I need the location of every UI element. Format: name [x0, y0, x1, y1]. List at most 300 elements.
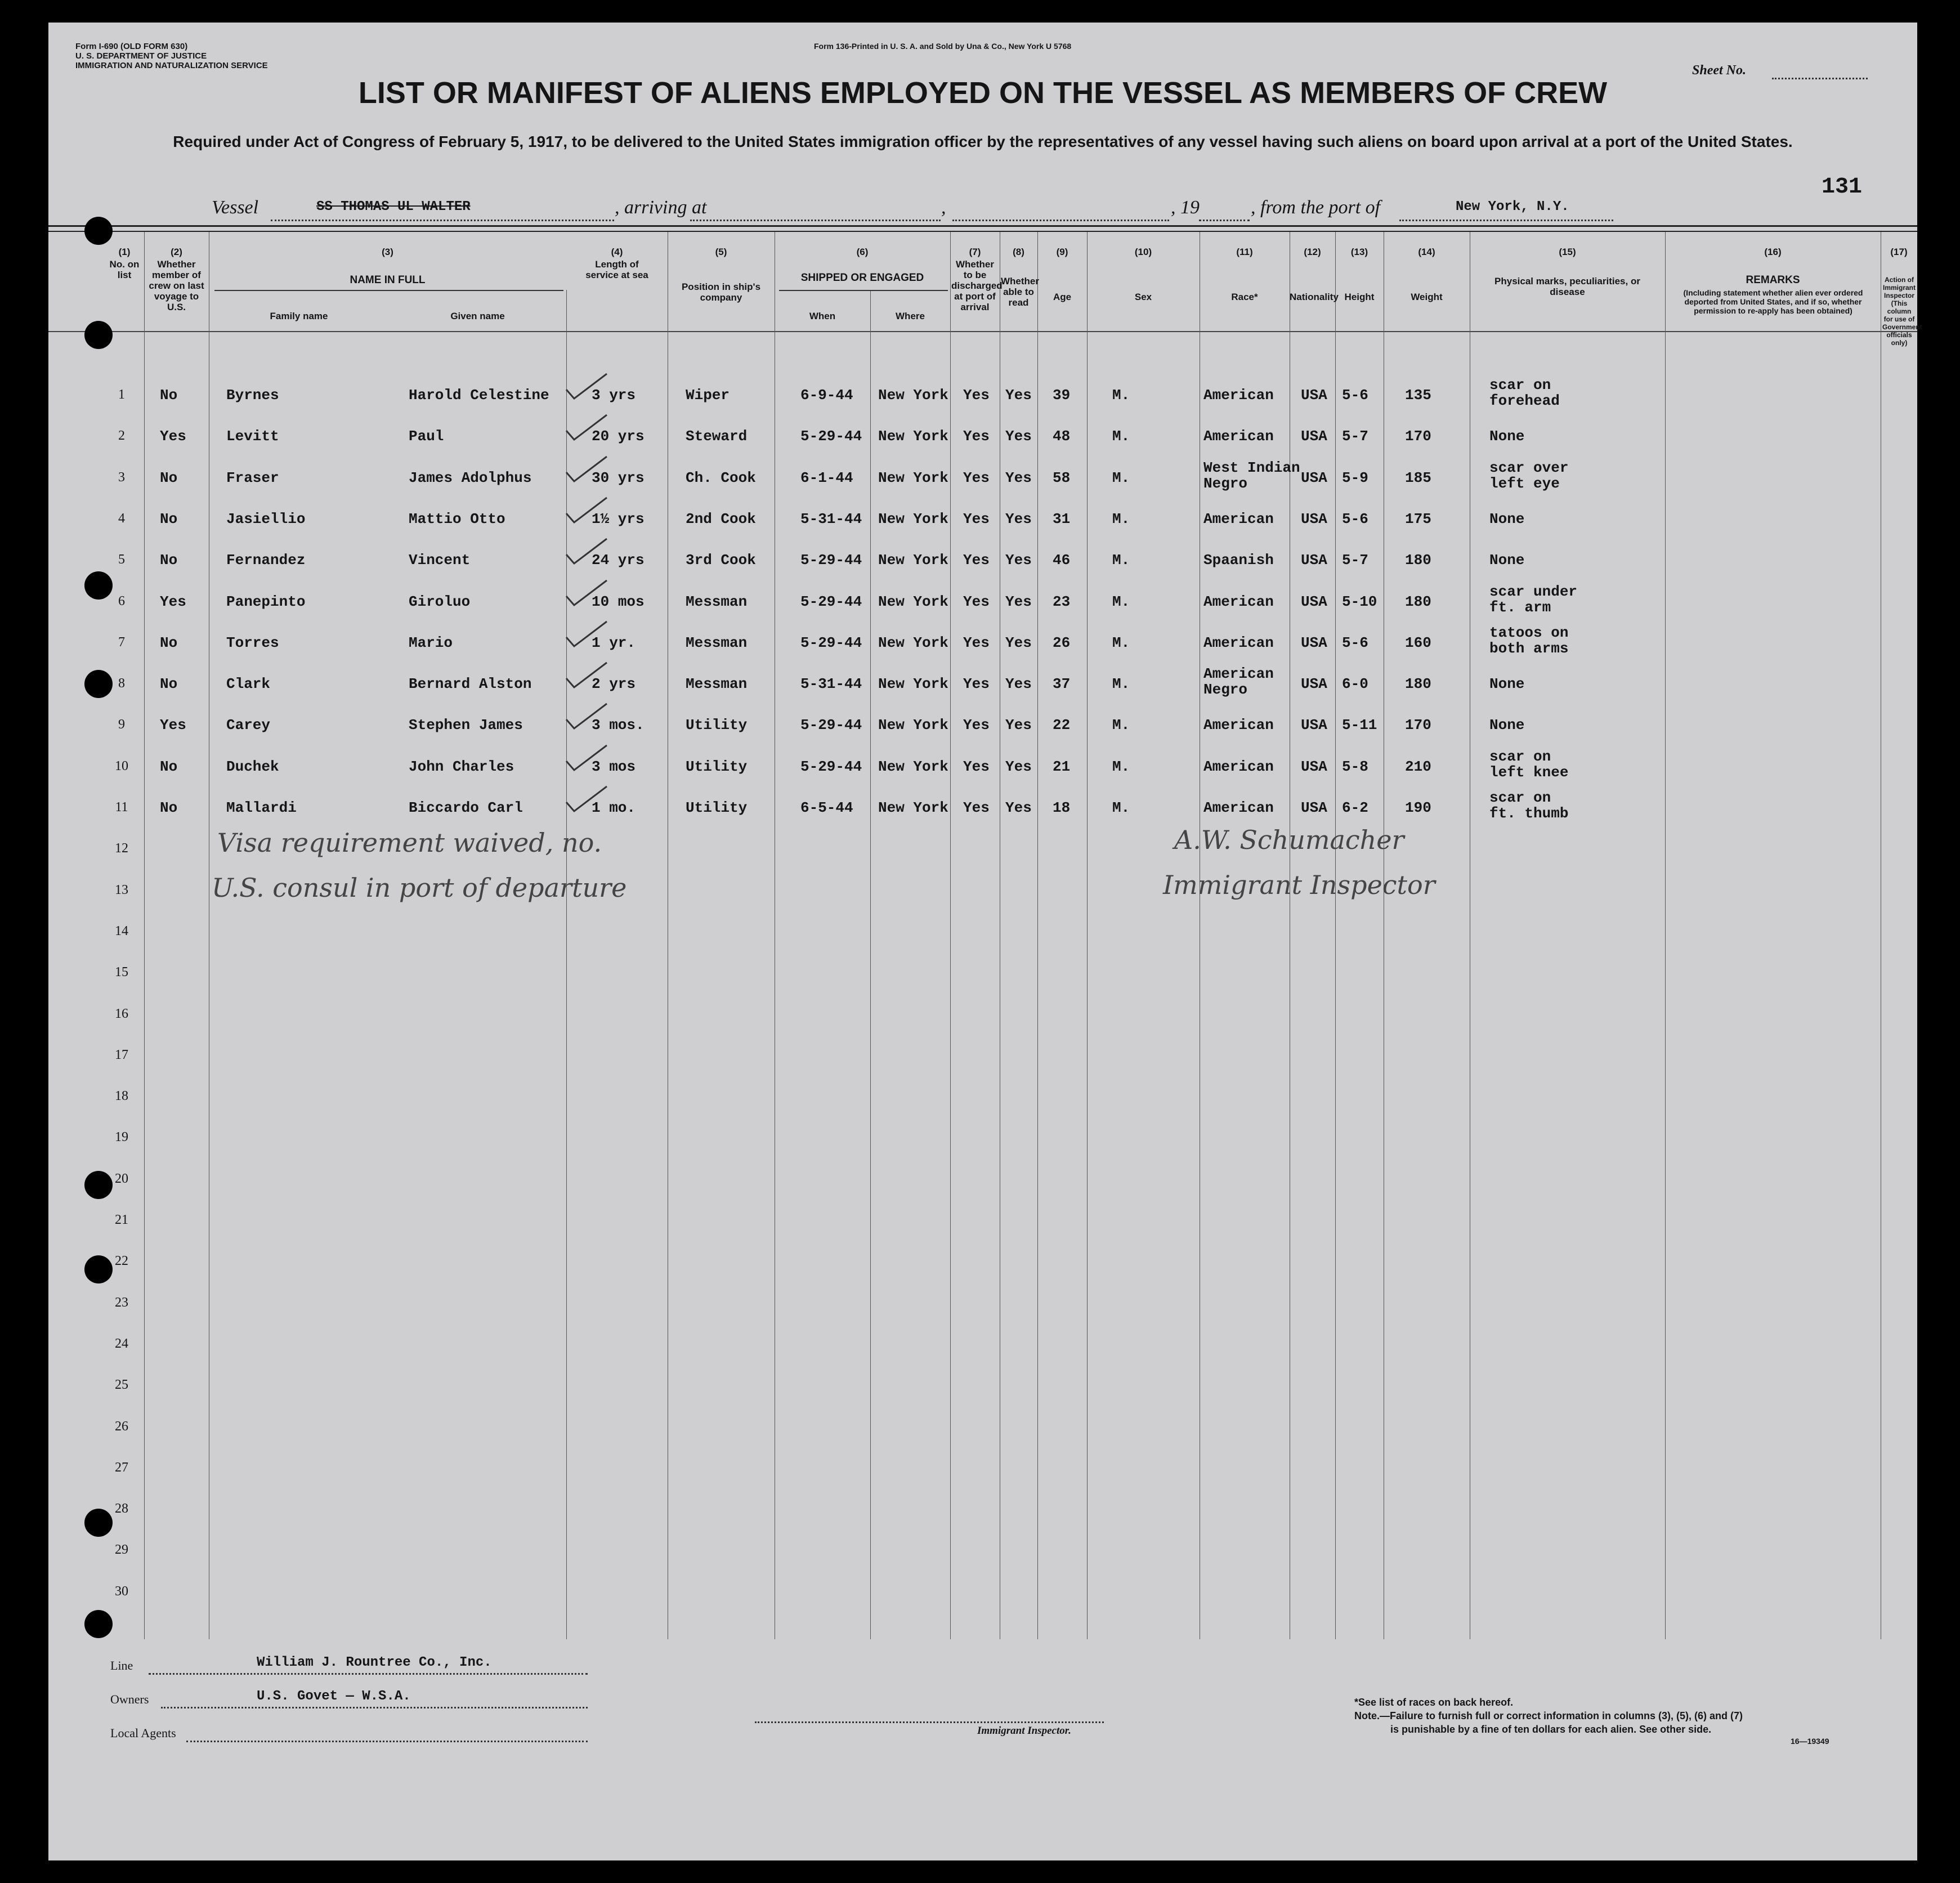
col-line [566, 290, 567, 1639]
footer-race-note: *See list of races on back hereof. [1354, 1697, 1514, 1708]
service-length-cell: 3 mos. [592, 717, 645, 734]
position-cell: Ch. Cook [686, 469, 756, 486]
weight-cell: 210 [1405, 758, 1431, 775]
service-length-cell: 10 mos [592, 593, 645, 610]
given-name-cell: Mario [409, 634, 453, 651]
given-name-cell: Biccardo Carl [409, 799, 523, 816]
row-number: 8 [118, 676, 125, 691]
discharged-cell: Yes [963, 469, 990, 486]
page-number: 131 [1822, 175, 1863, 200]
shipped-when-cell: 5-29-44 [800, 634, 862, 651]
footer-line-rule [149, 1673, 588, 1675]
race-cell: American [1203, 428, 1274, 445]
able-to-read-cell: Yes [1005, 387, 1032, 404]
shipped-when-cell: 5-31-44 [800, 676, 862, 693]
col-num-2: (2) [171, 247, 182, 257]
shipped-when-cell: 6-5-44 [800, 799, 853, 816]
shipped-where-cell: New York [878, 717, 948, 734]
footer-line-value: William J. Rountree Co., Inc. [257, 1655, 492, 1670]
race-cell: American [1203, 665, 1274, 683]
race-cell: American [1203, 717, 1274, 734]
col-num-9: (9) [1056, 247, 1068, 257]
nationality-cell: USA [1301, 552, 1327, 569]
age-cell: 58 [1053, 469, 1071, 486]
shipped-when-cell: 6-1-44 [800, 469, 853, 486]
handwritten-signature: A.W. Schumacher [1174, 825, 1404, 855]
handwritten-note-line-1: Visa requirement waived, no. [217, 828, 602, 858]
nationality-cell: USA [1301, 469, 1327, 486]
row-number: 27 [115, 1460, 128, 1475]
able-to-read-cell: Yes [1005, 799, 1032, 816]
physical-marks-cell: None [1489, 552, 1525, 569]
nationality-cell: USA [1301, 799, 1327, 816]
shipped-where-cell: New York [878, 758, 948, 775]
discharged-cell: Yes [963, 510, 990, 527]
given-name-cell: Vincent [409, 552, 471, 569]
height-cell: 5-6 [1342, 387, 1368, 404]
able-to-read-cell: Yes [1005, 717, 1032, 734]
weight-cell: 190 [1405, 799, 1431, 816]
family-name-cell: Fernandez [226, 552, 306, 569]
given-name-cell: Paul [409, 428, 444, 445]
service-length-cell: 1½ yrs [592, 510, 645, 527]
col-head-16: REMARKS [1746, 274, 1800, 286]
shipped-when-cell: 5-29-44 [800, 552, 862, 569]
service-length-cell: 20 yrs [592, 428, 645, 445]
height-cell: 5-7 [1342, 428, 1368, 445]
age-cell: 39 [1053, 387, 1071, 404]
col-head-6a: When [809, 311, 836, 321]
given-name-cell: John Charles [409, 758, 514, 775]
col-head-17: Action of Immigrant Inspector (This column for use of Government officials only) [1882, 276, 1922, 347]
arriving-comma: , [941, 197, 946, 218]
row-number: 1 [118, 387, 125, 402]
service-length-cell: 2 yrs [592, 676, 636, 693]
height-cell: 5-6 [1342, 634, 1368, 651]
race-cell: American [1203, 758, 1274, 775]
sex-cell: M. [1112, 799, 1130, 816]
shipped-where-cell: New York [878, 676, 948, 693]
shipped-when-cell: 5-29-44 [800, 428, 862, 445]
discharged-cell: Yes [963, 717, 990, 734]
shipped-where-cell: New York [878, 593, 948, 610]
age-cell: 21 [1053, 758, 1071, 775]
position-cell: Wiper [686, 387, 730, 404]
able-to-read-cell: Yes [1005, 676, 1032, 693]
check-mark-icon [562, 783, 612, 817]
rule-header-bottom [48, 331, 1917, 332]
row-number: 9 [118, 717, 125, 732]
col-num-14: (14) [1418, 247, 1435, 257]
prev-voyage-cell: No [160, 676, 178, 693]
row-number: 18 [115, 1089, 128, 1104]
family-name-cell: Panepinto [226, 593, 306, 610]
footer-inspector-rule [755, 1721, 1104, 1723]
nationality-cell: USA [1301, 428, 1327, 445]
nationality-cell: USA [1301, 593, 1327, 610]
arriving-label: , arriving at [615, 197, 707, 218]
sex-cell: M. [1112, 469, 1130, 486]
discharged-cell: Yes [963, 428, 990, 445]
able-to-read-cell: Yes [1005, 510, 1032, 527]
col-line [1665, 232, 1666, 1639]
form-number: Form I-690 (OLD FORM 630) [75, 42, 188, 51]
col-num-1: (1) [118, 247, 131, 257]
footer-print-code: 16—19349 [1791, 1737, 1829, 1746]
prev-voyage-cell: Yes [160, 717, 186, 734]
check-mark-icon [562, 494, 612, 528]
punch-hole [84, 217, 113, 245]
row-number: 7 [118, 634, 125, 650]
race-cell: West Indian [1203, 459, 1300, 476]
col-head-2: Whether member of crew on last voyage to U.S. [149, 259, 204, 312]
physical-marks-cell: forehead [1489, 392, 1560, 409]
punch-hole [84, 1610, 113, 1638]
able-to-read-cell: Yes [1005, 428, 1032, 445]
weight-cell: 180 [1405, 593, 1431, 610]
footer-notes [1354, 1696, 1743, 1736]
page-title: LIST OR MANIFEST OF ALIENS EMPLOYED ON THE VESSEL AS MEMBERS OF CREW [358, 76, 1608, 110]
prev-voyage-cell: No [160, 387, 178, 404]
row-number: 6 [118, 593, 125, 609]
row-number: 17 [115, 1047, 128, 1062]
physical-marks-cell: scar on [1489, 748, 1551, 765]
handwritten-inspector-title: Immigrant Inspector [1163, 870, 1435, 900]
discharged-cell: Yes [963, 799, 990, 816]
punch-hole [84, 1255, 113, 1283]
footer-owners-label: Owners [110, 1692, 149, 1706]
physical-marks-cell: ft. thumb [1489, 805, 1569, 822]
col-head-9: Age [1053, 292, 1072, 302]
footer-agents-rule [186, 1741, 588, 1742]
row-number: 29 [115, 1542, 128, 1558]
col-line [1087, 232, 1088, 1639]
col-num-10: (10) [1134, 247, 1152, 257]
vessel-label: Vessel [212, 197, 259, 218]
row-number: 26 [115, 1419, 128, 1434]
from-port-label: , from the port of [1251, 197, 1381, 218]
col-head-7: Whether to be discharged at port of arrival [951, 259, 1003, 312]
physical-marks-cell: None [1489, 510, 1525, 527]
position-cell: Messman [686, 593, 748, 610]
col-head-13: Height [1344, 292, 1375, 302]
name-group-rule [214, 290, 563, 291]
prev-voyage-cell: No [160, 758, 178, 775]
arriving-line [690, 220, 941, 221]
col-head-11: Race* [1231, 292, 1258, 302]
age-cell: 46 [1053, 552, 1071, 569]
nationality-cell: USA [1301, 676, 1327, 693]
position-cell: Messman [686, 634, 748, 651]
shipped-where-cell: New York [878, 552, 948, 569]
col-num-8: (8) [1013, 247, 1024, 257]
handwritten-note-line-2: U.S. consul in port of departure [212, 873, 627, 903]
check-mark-icon [562, 453, 612, 487]
col-head-12: Nationality [1290, 292, 1339, 302]
race-cell: American [1203, 799, 1274, 816]
row-number: 13 [115, 882, 128, 897]
family-name-cell: Fraser [226, 469, 279, 486]
year-line [1199, 220, 1250, 221]
punch-hole [84, 1509, 113, 1537]
form-subtitle: Required under Act of Congress of February 5, 1917, to be delivered to the United States immigration officer by the representatives of any vessel having such aliens on board upon arrival at a port of the United States. [173, 133, 1793, 150]
row-number: 19 [115, 1130, 128, 1145]
col-line [870, 290, 871, 1639]
check-mark-icon [562, 370, 612, 404]
row-number: 11 [115, 800, 128, 815]
given-name-cell: Harold Celestine [409, 387, 549, 404]
service-length-cell: 3 mos [592, 758, 636, 775]
footer-inspector-label: Immigrant Inspector. [977, 1725, 1071, 1737]
rule-top [48, 225, 1917, 227]
col-head-14: Weight [1411, 292, 1443, 302]
col-head-15: Physical marks, peculiarities, or disease [1494, 276, 1640, 297]
height-cell: 5-6 [1342, 510, 1368, 527]
race-cell: American [1203, 387, 1274, 404]
service-length-cell: 3 yrs [592, 387, 636, 404]
row-number: 21 [115, 1213, 128, 1227]
col-head-6: SHIPPED OR ENGAGED [800, 272, 924, 284]
col-head-8: Whether able to read [1001, 276, 1039, 308]
given-name-cell: James Adolphus [409, 469, 532, 486]
able-to-read-cell: Yes [1005, 758, 1032, 775]
height-cell: 5-7 [1342, 552, 1368, 569]
row-number: 12 [115, 841, 128, 856]
sex-cell: M. [1112, 758, 1130, 775]
check-mark-icon [562, 618, 612, 652]
row-number: 25 [115, 1377, 128, 1393]
height-cell: 6-2 [1342, 799, 1368, 816]
physical-marks-cell: ft. arm [1489, 598, 1551, 616]
col-line [144, 232, 145, 1639]
physical-marks-cell: None [1489, 428, 1525, 445]
prev-voyage-cell: Yes [160, 593, 186, 610]
col-head-6b: Where [896, 311, 925, 321]
weight-cell: 180 [1405, 552, 1431, 569]
prev-voyage-cell: No [160, 799, 178, 816]
physical-marks-cell: scar on [1489, 789, 1551, 806]
sex-cell: M. [1112, 676, 1130, 693]
weight-cell: 185 [1405, 469, 1431, 486]
shipped-where-cell: New York [878, 634, 948, 651]
col-num-5: (5) [715, 247, 727, 257]
footer-note-2: is punishable by a fine of ten dollars for each alien. See other side. [1390, 1724, 1712, 1735]
physical-marks-cell: None [1489, 676, 1525, 693]
race-cell: Spaanish [1203, 552, 1274, 569]
col-head-3b: Given name [450, 311, 505, 321]
sex-cell: M. [1112, 387, 1130, 404]
nationality-cell: USA [1301, 510, 1327, 527]
col-num-6: (6) [856, 247, 869, 257]
col-num-7: (7) [969, 247, 981, 257]
height-cell: 5-8 [1342, 758, 1368, 775]
age-cell: 48 [1053, 428, 1071, 445]
footer-owners-value: U.S. Govet — W.S.A. [257, 1689, 411, 1704]
col-num-15: (15) [1559, 247, 1576, 257]
race-cell: American [1203, 634, 1274, 651]
nationality-cell: USA [1301, 717, 1327, 734]
shipped-where-cell: New York [878, 510, 948, 527]
discharged-cell: Yes [963, 634, 990, 651]
weight-cell: 135 [1405, 387, 1431, 404]
row-number: 15 [115, 965, 128, 980]
weight-cell: 175 [1405, 510, 1431, 527]
sex-cell: M. [1112, 510, 1130, 527]
service-length-cell: 24 yrs [592, 552, 645, 569]
given-name-cell: Stephen James [409, 717, 523, 734]
physical-marks-cell: both arms [1489, 639, 1569, 657]
footer-owners-rule [161, 1707, 588, 1708]
date-line [952, 220, 1169, 221]
sex-cell: M. [1112, 428, 1130, 445]
shipped-where-cell: New York [878, 428, 948, 445]
height-cell: 5-10 [1342, 593, 1377, 610]
check-mark-icon [562, 577, 612, 611]
service: IMMIGRATION AND NATURALIZATION SERVICE [75, 61, 268, 70]
col-num-16: (16) [1764, 247, 1782, 257]
position-cell: Steward [686, 428, 748, 445]
footer-note-1: Note.—Failure to furnish full or correct information in columns (3), (5), (6) and (7) [1354, 1710, 1743, 1721]
punch-hole [84, 321, 113, 349]
physical-marks-cell: None [1489, 717, 1525, 734]
sex-cell: M. [1112, 717, 1130, 734]
shipped-when-cell: 5-29-44 [800, 758, 862, 775]
col-head-5: Position in ship's company [681, 281, 761, 303]
weight-cell: 170 [1405, 717, 1431, 734]
footer-agents-label: Local Agents [110, 1726, 176, 1740]
row-number: 16 [115, 1006, 128, 1021]
punch-hole [84, 1171, 113, 1199]
check-mark-icon [562, 535, 612, 569]
weight-cell: 180 [1405, 676, 1431, 693]
shipped-where-cell: New York [878, 469, 948, 486]
discharged-cell: Yes [963, 676, 990, 693]
given-name-cell: Mattio Otto [409, 510, 505, 527]
row-number: 3 [118, 469, 125, 485]
col-num-12: (12) [1304, 247, 1321, 257]
shipped-when-cell: 5-29-44 [800, 717, 862, 734]
position-cell: Utility [686, 758, 748, 775]
shipped-group-rule [779, 290, 948, 291]
height-cell: 5-11 [1342, 717, 1377, 734]
row-number: 14 [115, 923, 128, 938]
height-cell: 5-9 [1342, 469, 1368, 486]
able-to-read-cell: Yes [1005, 593, 1032, 610]
sex-cell: M. [1112, 634, 1130, 651]
row-number: 10 [115, 758, 128, 773]
family-name-cell: Jasiellio [226, 510, 306, 527]
physical-marks-cell: left eye [1489, 475, 1560, 492]
age-cell: 23 [1053, 593, 1071, 610]
col-line [950, 232, 951, 1639]
prev-voyage-cell: No [160, 469, 178, 486]
race-cell: American [1203, 510, 1274, 527]
age-cell: 18 [1053, 799, 1071, 816]
footer-line-label: Line [110, 1658, 133, 1672]
nationality-cell: USA [1301, 758, 1327, 775]
physical-marks-cell: left knee [1489, 763, 1569, 781]
check-mark-icon [562, 700, 612, 734]
from-port: New York, N.Y. [1456, 199, 1569, 214]
age-cell: 31 [1053, 510, 1071, 527]
row-number: 20 [115, 1171, 128, 1186]
able-to-read-cell: Yes [1005, 469, 1032, 486]
col-num-3: (3) [382, 247, 393, 257]
printer-line: Form 136-Printed in U. S. A. and Sold by Una & Co., New York U 5768 [814, 42, 1072, 51]
col-head-3a: Family name [270, 311, 328, 321]
shipped-when-cell: 5-31-44 [800, 510, 862, 527]
row-number: 23 [115, 1295, 128, 1310]
manifest-sheet [48, 23, 1922, 1860]
shipped-where-cell: New York [878, 799, 948, 816]
punch-hole [84, 571, 113, 600]
row-number: 2 [118, 428, 125, 444]
row-number: 30 [115, 1584, 128, 1599]
col-head-10: Sex [1134, 292, 1152, 302]
row-number: 22 [115, 1254, 128, 1269]
col-head-1: No. on list [109, 259, 140, 280]
weight-cell: 160 [1405, 634, 1431, 651]
position-cell: Utility [686, 717, 748, 734]
physical-marks-cell: tatoos on [1489, 624, 1569, 641]
row-number: 28 [115, 1501, 128, 1517]
from-port-line [1399, 220, 1613, 221]
col-line [1037, 232, 1038, 1639]
nationality-cell: USA [1301, 634, 1327, 651]
col-num-17: (17) [1890, 247, 1908, 257]
race-cell: American [1203, 593, 1274, 610]
family-name-cell: Clark [226, 676, 271, 693]
discharged-cell: Yes [963, 758, 990, 775]
position-cell: Utility [686, 799, 748, 816]
col-num-13: (13) [1350, 247, 1368, 257]
family-name-cell: Levitt [226, 428, 279, 445]
position-cell: 2nd Cook [686, 510, 756, 527]
prev-voyage-cell: No [160, 634, 178, 651]
form-id-block [75, 42, 268, 70]
family-name-cell: Carey [226, 717, 271, 734]
physical-marks-cell: scar under [1489, 583, 1578, 600]
age-cell: 26 [1053, 634, 1071, 651]
given-name-cell: Giroluo [409, 593, 471, 610]
col-num-4: (4) [611, 247, 623, 257]
shipped-when-cell: 5-29-44 [800, 593, 862, 610]
check-mark-icon [562, 659, 612, 693]
department: U. S. DEPARTMENT OF JUSTICE [75, 51, 207, 61]
age-cell: 22 [1053, 717, 1071, 734]
physical-marks-cell: scar on [1489, 377, 1551, 393]
able-to-read-cell: Yes [1005, 634, 1032, 651]
col-note-16: (Including statement whether alien ever ordered deported from United States, and if so, whether permission to re-apply has been obtained) [1683, 288, 1863, 315]
able-to-read-cell: Yes [1005, 552, 1032, 569]
family-name-cell: Duchek [226, 758, 279, 775]
prev-voyage-cell: No [160, 552, 178, 569]
service-length-cell: 30 yrs [592, 469, 645, 486]
sheet-no-label: Sheet No. [1692, 63, 1746, 78]
col-head-4: Length of service at sea [585, 259, 648, 280]
discharged-cell: Yes [963, 593, 990, 610]
rule-top-2 [48, 231, 1917, 232]
family-name-cell: Mallardi [226, 799, 297, 816]
prev-voyage-cell: No [160, 510, 178, 527]
check-mark-icon [562, 742, 612, 776]
sex-cell: M. [1112, 593, 1130, 610]
given-name-cell: Bernard Alston [409, 676, 532, 693]
discharged-cell: Yes [963, 387, 990, 404]
service-length-cell: 1 mo. [592, 799, 636, 816]
nationality-cell: USA [1301, 387, 1327, 404]
check-mark-icon [562, 412, 612, 445]
